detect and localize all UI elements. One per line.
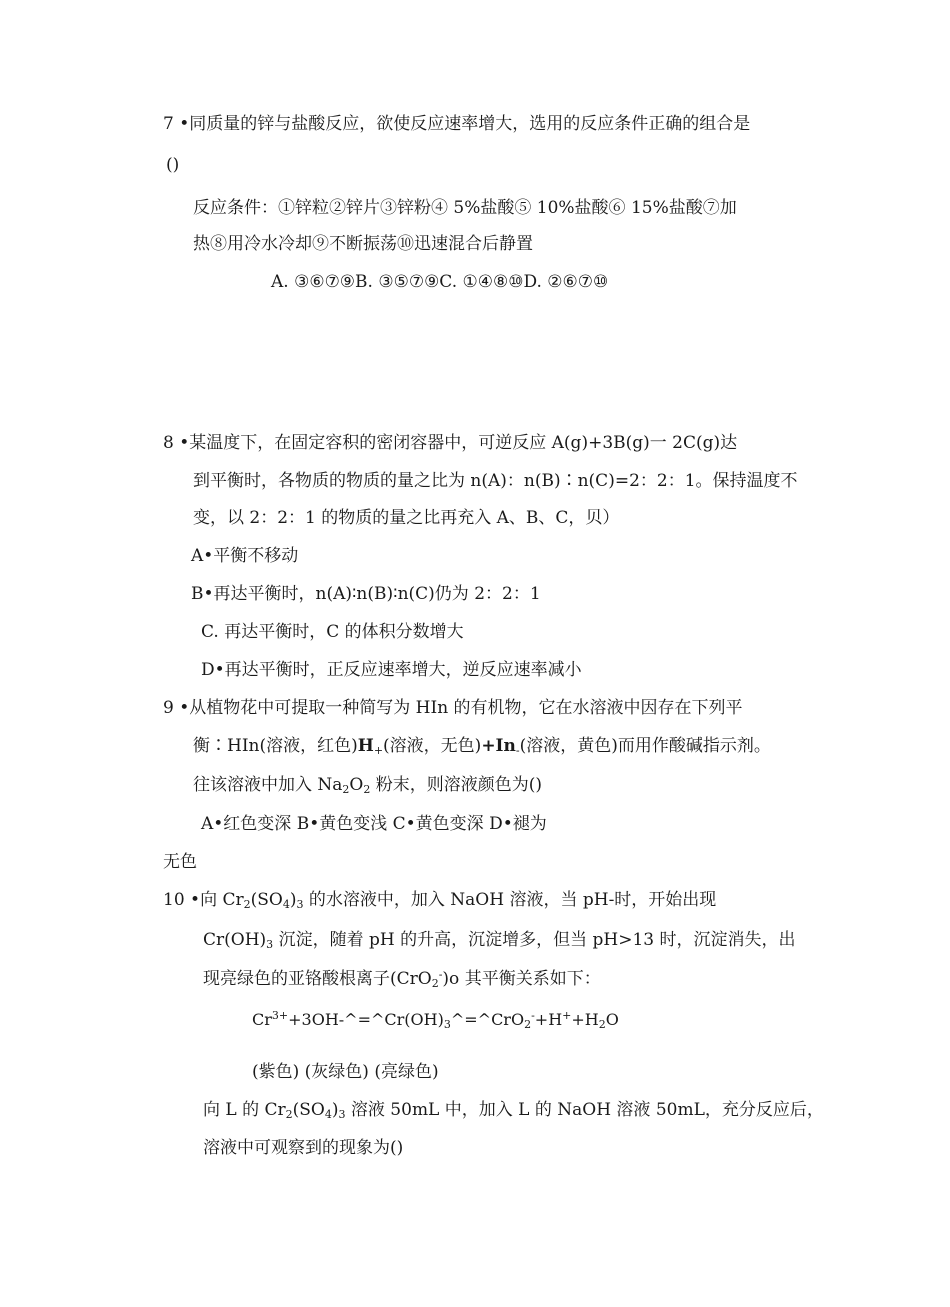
q8-line3: 变，以 2：2：1 的物质的量之比再充入 A、B、C，贝） — [193, 508, 620, 528]
q9-line3: 往该溶液中加入 $Na_2O_2$ 粉末，则溶液颜色为() — [193, 775, 543, 796]
q8-line2: 到平衡时，各物质的物质的量之比为 n(A)：n(B)∶n(C)=2：2：1。保持温度不 — [193, 471, 798, 491]
q8-line1: 8 •某温度下，在固定容积的密闭容器中，可逆反应 A(g)+3B(g)一 2C(g)达 — [163, 433, 738, 453]
q8-option-c: C. 再达平衡时，C 的体积分数增大 — [201, 622, 464, 642]
q10-line3: 现亮绿色的亚铬酸根离子(CrO$_2$-)o 其平衡关系如下： — [203, 968, 601, 990]
q10-line5: 溶液中可观察到的现象为() — [203, 1138, 404, 1158]
q9-line2: 衡∶HIn(溶液，红色)$H_+$(溶液，无色)$+In_-$(溶液，黄色)而用作酸碱指示剂。 — [193, 736, 771, 757]
q10-equilibrium-equation: $Cr^{3+}+3OH-\^{}=\^{}Cr(OH)_3\^{}=\^{}CrO_2^-+H^++H_2O$ — [252, 1009, 619, 1031]
q10-colors-legend: (紫色) (灰绿色) (亮绿色) — [252, 1062, 439, 1082]
q7-line2: () — [166, 155, 180, 175]
q10-line1: 10 •向 $Cr_2(SO_4)_3$ 的水溶液中，加入 NaOH 溶液，当 pH-时，开始出现 — [163, 890, 717, 911]
q8-option-a: A•平衡不移动 — [191, 546, 299, 566]
q9-line1: 9 •从植物花中可提取一种简写为 HIn 的有机物，它在水溶液中因存在下列平 — [163, 698, 743, 718]
q8-option-d: D•再达平衡时，正反应速率增大，逆反应速率减小 — [201, 660, 582, 680]
q7-conditions-line2: 热⑧用冷水冷却⑨不断振荡⑩迅速混合后静置 — [193, 234, 533, 254]
q7-line1: 7 •同质量的锌与盐酸反应，欲使反应速率增大，选用的反应条件正确的组合是 — [163, 114, 751, 134]
q10-line4: 向 L 的 $Cr_2(SO_4)_3$ 溶液 50mL 中，加入 L 的 NaOH 溶液 50mL，充分反应后， — [203, 1100, 824, 1121]
q7-options: A. ③⑥⑦⑨B. ③⑤⑦⑨C. ①④⑧⑩D. ②⑥⑦⑩ — [271, 272, 609, 292]
q10-line2: $Cr(OH)_3$ 沉淀，随着 pH 的升高，沉淀增多，但当 pH>13 时，沉淀消失，出 — [203, 930, 796, 951]
q8-option-b: B•再达平衡时，n(A)∶n(B)∶n(C)仍为 2：2：1 — [191, 584, 541, 604]
q7-conditions-line1: 反应条件：①锌粒②锌片③锌粉④ 5%盐酸⑤ 10%盐酸⑥ 15%盐酸⑦加 — [193, 198, 737, 218]
q9-options-continued: 无色 — [163, 852, 197, 872]
q9-options: A•红色变深 B•黄色变浅 C•黄色变深 D•褪为 — [201, 814, 547, 834]
